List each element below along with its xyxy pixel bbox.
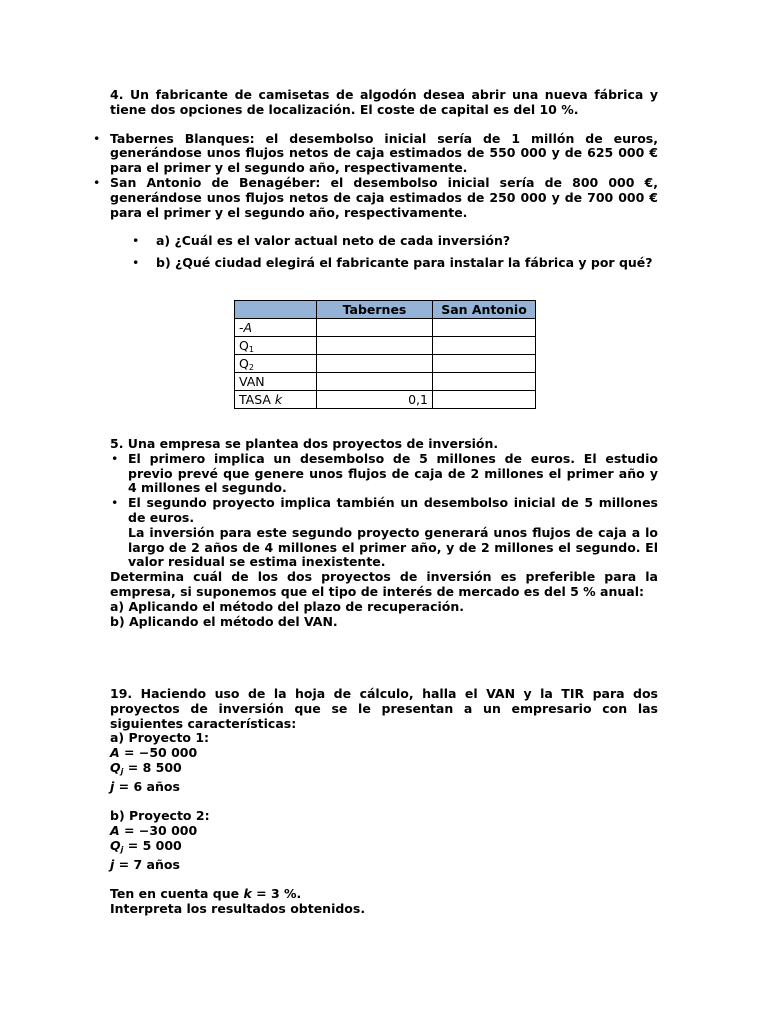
problem-5 [110,437,658,629]
table-row [235,355,536,373]
table-header-row [235,301,536,319]
list-item: • b) ¿Qué ciudad elegirá el fabricante para instalar la fábrica y por qué? [132,254,653,270]
san-antonio-cell [433,373,536,391]
problem-5-determine: Determina cuál de los dos proyectos de inversión es preferible para la empresa, si suponemos que el tipo de interés de mercado es del 5 % anual: [110,569,658,599]
bullet-icon: • [93,130,101,146]
problem-19 [110,687,658,917]
bullet-icon: • [111,450,119,466]
problem-4 [93,87,658,220]
table-row [235,319,536,337]
bullet-icon: • [132,233,140,248]
row-label: VAN [235,373,317,391]
table-row [235,391,536,409]
bullet-icon: • [111,495,119,511]
list-item: • San Antonio de Benagéber: el desembolso inicial sería de 800 000 €, generándose unos flujos netos de caja estimados de 250 000 y de 700 000 € para el primer y el segundo año, respectivamente. [93,174,658,220]
tabernes-cell [317,337,433,355]
san-antonio-cell [433,319,536,337]
tabernes-cell [317,355,433,373]
row-label: -A [235,319,317,337]
table-header: Tabernes [317,301,433,319]
problem-19-intro: 19. Haciendo uso de la hoja de cálculo, halla el VAN y la TIR para dos proyectos de inversión que se le presentan a un empresario con las siguientes características: [110,686,658,731]
list-item: • a) ¿Cuál es el valor actual neto de cada inversión? [132,233,511,248]
table-row [235,373,536,391]
project-1-title: a) Proyecto 1: [110,730,210,746]
project-2-Q: $Q_j = 5$ 000 [110,837,182,854]
problem-4-questions [132,233,658,271]
table-row [235,337,536,355]
project-1-j: j = 6 años [110,778,180,794]
problem-5-a: a) Aplicando el método del plazo de recuperación. [110,598,465,614]
san-antonio-cell [433,391,536,409]
problem-4-intro: 4. Un fabricante de camisetas de algodón desea abrir una nueva fábrica y tiene dos opciones de localización. El coste de capital es del 10 %. [110,87,658,117]
san-antonio-cell [433,337,536,355]
project-1-A: A = −50 000 [110,745,198,761]
list-item: • Tabernes Blanques: el desembolso inicial sería de 1 millón de euros, generándose unos flujos netos de caja estimados de 550 000 y de 625 000 € para el primer y el segundo año, respectivamente. [93,130,658,176]
problem-5-b: b) Aplicando el método del VAN. [110,613,338,629]
list-item: La inversión para este segundo proyecto generará unos flujos de caja a lo largo de 2 años de 4 millones el primer año, y de 2 millones el segundo. El valor residual se estima inexistente. [128,524,658,570]
list-item: • El primero implica un desembolso de 5 millones de euros. El estudio previo prevé que genere unos flujos de caja de 2 millones el primer año y 4 millones el segundo. [111,450,658,496]
k-note: Ten en cuenta que k = 3 %. [110,886,302,902]
problem-4-table [234,300,536,409]
bullet-icon: • [93,174,101,190]
san-antonio-cell [433,355,536,373]
project-2-j: j = 7 años [110,856,180,872]
table-header [235,301,317,319]
problem-5-intro: 5. Una empresa se plantea dos proyectos de inversión. [110,436,499,451]
bullet-icon: • [132,254,140,270]
table-header: San Antonio [433,301,536,319]
row-label: TASA k [235,391,317,409]
list-item: • El segundo proyecto implica también un desembolso inicial de 5 millones de euros. [111,495,658,525]
interpret-note: Interpreta los resultados obtenidos. [110,901,366,917]
project-2-title: b) Proyecto 2: [110,808,210,824]
tabernes-cell [317,319,433,337]
problem-5-bullets [110,452,658,570]
row-label: $Q_2$ [235,355,317,373]
row-label: $Q_1$ [235,337,317,355]
tabernes-cell: 0,1 [317,391,433,409]
problem-4-bullets [93,130,658,221]
project-2-A: A = −30 000 [110,823,198,839]
tabernes-cell [317,373,433,391]
project-1-Q: $Q_j = 8$ 500 [110,759,182,776]
